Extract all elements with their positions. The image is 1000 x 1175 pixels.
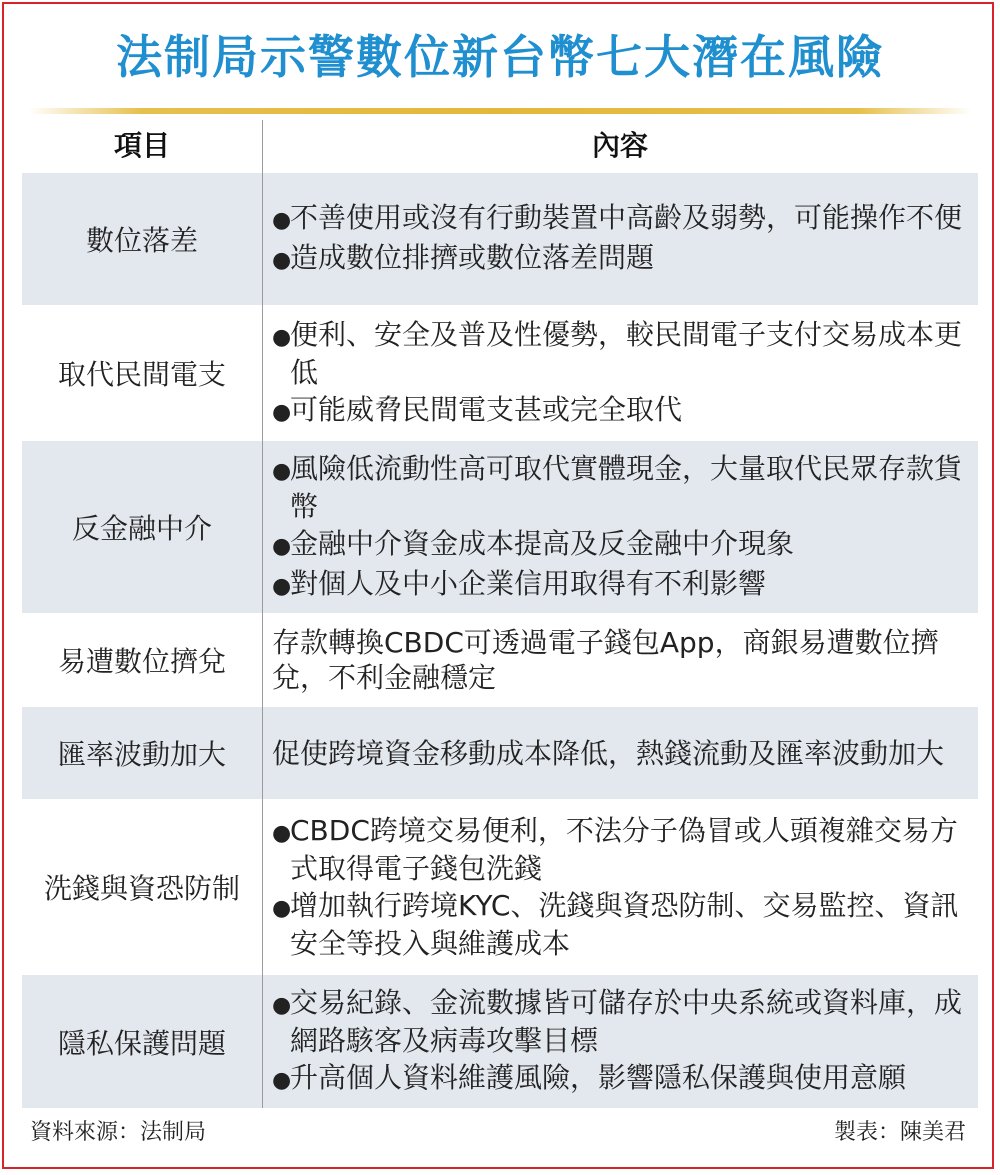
bullet-point: ●金融中介資金成本提高及反金融中介現象 (272, 526, 795, 560)
table-row (22, 615, 978, 705)
bullet-point: ●升高個人資料維護風險，影響隱私保護與使用意願 (272, 1061, 907, 1094)
table-row (22, 307, 978, 439)
row-content (272, 307, 972, 439)
row-content (272, 707, 972, 799)
bullet-point: ●造成數位排擠或數位落差問題 (272, 241, 655, 274)
table-row (22, 801, 978, 973)
page-title: 法制局示警數位新台幣七大潛在風險 (116, 30, 884, 84)
row-item-label: 易遭數位擠兌 (57, 645, 226, 678)
table-row (22, 173, 978, 305)
row-content (272, 801, 972, 973)
column-divider (262, 120, 263, 1108)
table-row (22, 441, 978, 613)
row-item-label: 反金融中介 (71, 512, 212, 545)
bullet-point: ●CBDC跨境交易便利，不法分子偽冒或人頭複雜交易方式取得電子錢包洗錢 (272, 814, 958, 885)
column-header-item: 項目 (113, 129, 170, 162)
table-row (22, 975, 978, 1108)
bullet-point: ●便利、安全及普及性優勢，較民間電子支付交易成本更低 (272, 317, 963, 389)
row-item-label: 數位落差 (85, 224, 198, 257)
bullet-point: ●風險低流動性高可取代實體現金，大量取代民眾存款貨幣 (272, 451, 963, 523)
source-note: 資料來源：法制局 (30, 1120, 207, 1145)
bullet-point: ●可能威脅民間電支甚或完全取代 (272, 392, 683, 426)
bullet-point: ●不善使用或沒有行動裝置中高齡及弱勢，可能操作不便 (272, 201, 963, 234)
column-header-content: 內容 (591, 129, 648, 162)
row-item-label: 隱私保護問題 (57, 1026, 226, 1060)
row-item-label: 取代民間電支 (57, 358, 226, 391)
bullet-point: ●對個人及中小企業信用取得有不利影響 (272, 566, 767, 600)
title-underline (28, 108, 972, 114)
row-content (272, 615, 972, 705)
row-content (272, 441, 972, 613)
credit-note: 製表：陳美君 (833, 1120, 966, 1145)
row-item-label: 匯率波動加大 (57, 738, 226, 771)
table-row (22, 707, 978, 799)
row-text: 促使跨境資金移動成本降低，熱錢流動及匯率波動加大 (272, 736, 945, 770)
bullet-point: ●交易紀錄、金流數據皆可儲存於中央系統或資料庫，成網路駭客及病毒攻擊目標 (272, 986, 963, 1057)
row-item-label: 洗錢與資恐防制 (43, 872, 240, 905)
row-content (272, 975, 972, 1108)
bullet-point: ●增加執行跨境KYC、洗錢與資恐防制、交易監控、資訊安全等投入與維護成本 (272, 889, 959, 960)
row-content (272, 173, 972, 305)
row-text: 存款轉換CBDC可透過電子錢包App，商銀易遭數位擠兌，不利金融穩定 (272, 626, 939, 694)
